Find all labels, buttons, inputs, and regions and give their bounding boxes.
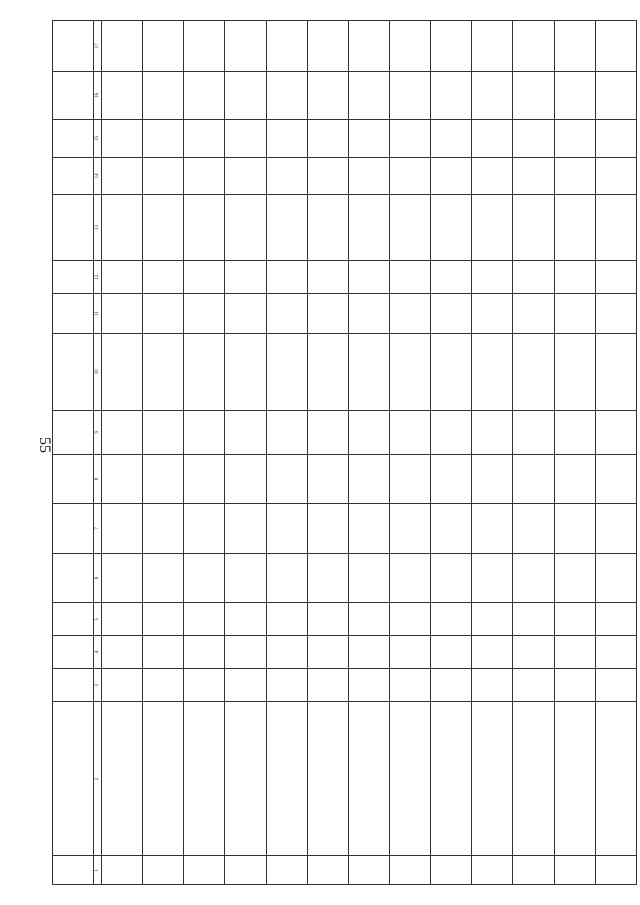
table-cell [225,553,266,603]
table-cell [348,157,389,194]
table-cell [389,261,430,294]
table-cell [554,856,595,885]
header-cell [53,21,94,72]
table-cell [184,603,225,636]
table-cell [102,294,143,334]
table-cell [513,504,554,554]
table-cell [307,261,348,294]
table-cell [307,454,348,504]
table-cell [431,261,472,294]
table-cell [184,195,225,261]
table-cell [102,702,143,856]
table-cell [431,120,472,157]
table-cell [143,157,184,194]
table-cell [431,71,472,119]
column-number-row [94,21,102,885]
table-cell [102,261,143,294]
table-cell [225,157,266,194]
table-cell [266,71,307,119]
table-cell [472,120,513,157]
table-cell [307,410,348,454]
table-cell [595,504,636,554]
table-cell [431,333,472,410]
header-cell [53,195,94,261]
table-cell [307,333,348,410]
header-cell [53,553,94,603]
table-cell [554,669,595,702]
table-cell [225,333,266,410]
table-cell [431,603,472,636]
table-cell [431,157,472,194]
table-cell [102,636,143,669]
table-cell [472,410,513,454]
table-cell [102,603,143,636]
column-number: 3 [94,669,102,702]
table-row [348,21,389,885]
table-cell [143,636,184,669]
table-cell [348,410,389,454]
table-cell [307,504,348,554]
header-cell [53,120,94,157]
table-cell [472,261,513,294]
table-cell [307,636,348,669]
table-cell [348,454,389,504]
header-cell [53,71,94,119]
table-cell [348,603,389,636]
table-cell [554,702,595,856]
table-cell [595,21,636,72]
table-row [143,21,184,885]
table-cell [554,603,595,636]
header-cell [53,454,94,504]
header-cell [53,636,94,669]
table-cell [513,410,554,454]
table-cell [389,553,430,603]
table-cell [184,636,225,669]
table-cell [595,71,636,119]
table-cell [266,669,307,702]
table-cell [431,21,472,72]
table-cell [266,261,307,294]
table-cell [431,294,472,334]
table-cell [554,454,595,504]
table-cell [307,120,348,157]
table-cell [143,669,184,702]
table-cell [595,195,636,261]
column-number: 10 [94,333,102,410]
column-number: 13 [94,195,102,261]
table-cell [595,856,636,885]
table-row [554,21,595,885]
table-cell [431,454,472,504]
register-table [52,20,637,885]
table-cell [431,553,472,603]
table-cell [102,195,143,261]
table-cell [184,553,225,603]
table-cell [307,157,348,194]
table-cell [348,636,389,669]
table-cell [472,21,513,72]
table-cell [184,702,225,856]
column-number: 4 [94,636,102,669]
header-cell [53,603,94,636]
table-cell [554,195,595,261]
table-cell [225,504,266,554]
table-row [307,21,348,885]
table-cell [102,410,143,454]
table-cell [554,21,595,72]
register-sheet [52,20,637,885]
table-cell [143,333,184,410]
table-cell [184,333,225,410]
table-cell [225,195,266,261]
table-cell [389,195,430,261]
column-number: 17 [94,21,102,72]
table-cell [554,410,595,454]
table-cell [554,157,595,194]
table-cell [431,504,472,554]
table-cell [595,636,636,669]
table-cell [595,669,636,702]
page-number: 55 [36,437,53,453]
table-cell [389,603,430,636]
table-cell [307,21,348,72]
table-cell [266,120,307,157]
column-number: 15 [94,120,102,157]
table-cell [102,553,143,603]
table-row [472,21,513,885]
table-cell [143,702,184,856]
table-cell [266,333,307,410]
table-cell [595,603,636,636]
header-cell [53,669,94,702]
table-cell [554,294,595,334]
table-cell [472,195,513,261]
table-cell [102,669,143,702]
table-cell [595,120,636,157]
table-cell [389,157,430,194]
table-cell [348,702,389,856]
table-cell [225,702,266,856]
table-cell [472,333,513,410]
table-cell [513,669,554,702]
table-cell [472,71,513,119]
column-number: 6 [94,553,102,603]
header-cell [53,157,94,194]
table-cell [554,333,595,410]
table-cell [389,454,430,504]
table-cell [143,553,184,603]
table-cell [513,21,554,72]
table-row [513,21,554,885]
table-cell [307,603,348,636]
table-row [184,21,225,885]
table-cell [595,157,636,194]
table-cell [513,702,554,856]
table-cell [266,856,307,885]
table-cell [595,410,636,454]
table-cell [554,71,595,119]
column-number: 16 [94,71,102,119]
table-cell [143,71,184,119]
table-cell [348,71,389,119]
register-rows [102,21,637,885]
table-row [431,21,472,885]
table-cell [143,603,184,636]
table-cell [389,856,430,885]
table-cell [472,504,513,554]
table-cell [513,636,554,669]
column-number: 11 [94,294,102,334]
header-cell [53,261,94,294]
column-number: 5 [94,603,102,636]
header-cell [53,294,94,334]
column-number: 14 [94,157,102,194]
table-cell [389,120,430,157]
table-row [595,21,636,885]
column-number: 8 [94,454,102,504]
table-cell [184,669,225,702]
table-cell [472,553,513,603]
table-cell [266,195,307,261]
table-cell [389,294,430,334]
table-row [389,21,430,885]
table-cell [102,504,143,554]
table-cell [513,195,554,261]
table-cell [513,294,554,334]
table-cell [595,294,636,334]
table-cell [348,294,389,334]
table-cell [184,856,225,885]
table-cell [143,261,184,294]
table-cell [389,504,430,554]
table-cell [225,856,266,885]
table-row [266,21,307,885]
table-cell [431,702,472,856]
table-cell [143,21,184,72]
table-cell [143,856,184,885]
table-cell [348,120,389,157]
table-cell [431,636,472,669]
table-cell [431,669,472,702]
table-cell [389,669,430,702]
table-cell [431,195,472,261]
table-cell [266,504,307,554]
table-cell [143,410,184,454]
table-cell [389,333,430,410]
table-cell [431,856,472,885]
table-cell [225,410,266,454]
table-cell [143,454,184,504]
table-cell [266,157,307,194]
table-cell [266,454,307,504]
table-cell [389,410,430,454]
table-cell [266,553,307,603]
table-cell [225,21,266,72]
table-cell [184,504,225,554]
table-cell [307,553,348,603]
table-cell [595,702,636,856]
table-cell [225,669,266,702]
table-cell [595,454,636,504]
table-cell [554,636,595,669]
table-cell [225,261,266,294]
column-number: 1 [94,856,102,885]
table-cell [102,333,143,410]
table-cell [225,603,266,636]
column-number: 9 [94,410,102,454]
table-cell [102,856,143,885]
table-cell [225,294,266,334]
table-cell [472,454,513,504]
table-cell [266,21,307,72]
table-cell [184,410,225,454]
table-row [102,21,143,885]
table-cell [266,410,307,454]
table-cell [225,71,266,119]
table-cell [266,603,307,636]
table-cell [348,553,389,603]
table-cell [225,454,266,504]
table-cell [472,856,513,885]
header-cell [53,410,94,454]
table-cell [431,410,472,454]
table-cell [307,294,348,334]
header-cell [53,856,94,885]
table-cell [513,120,554,157]
table-cell [348,195,389,261]
table-cell [143,195,184,261]
table-cell [184,261,225,294]
table-cell [595,261,636,294]
header-cell [53,702,94,856]
table-cell [102,21,143,72]
table-cell [513,261,554,294]
header-cell [53,333,94,410]
table-cell [513,553,554,603]
table-cell [348,21,389,72]
table-cell [307,195,348,261]
table-cell [348,261,389,294]
header-cell [53,504,94,554]
table-cell [102,157,143,194]
table-cell [102,120,143,157]
table-cell [184,21,225,72]
table-cell [225,636,266,669]
table-cell [595,553,636,603]
table-cell [513,454,554,504]
column-number: 2 [94,702,102,856]
table-cell [554,553,595,603]
table-cell [266,636,307,669]
table-cell [307,856,348,885]
table-cell [389,21,430,72]
table-cell [472,294,513,334]
table-cell [389,702,430,856]
table-cell [102,454,143,504]
table-cell [184,120,225,157]
table-cell [307,702,348,856]
table-cell [307,669,348,702]
table-cell [307,71,348,119]
table-cell [513,603,554,636]
table-cell [184,157,225,194]
table-cell [472,669,513,702]
column-number: 12 [94,261,102,294]
table-cell [389,636,430,669]
table-cell [595,333,636,410]
table-cell [266,294,307,334]
table-cell [266,702,307,856]
table-cell [184,454,225,504]
table-cell [143,120,184,157]
table-cell [348,856,389,885]
table-cell [513,157,554,194]
table-cell [143,504,184,554]
table-cell [348,669,389,702]
table-row [225,21,266,885]
table-cell [184,71,225,119]
table-cell [554,504,595,554]
header-row [53,21,94,885]
table-cell [554,261,595,294]
table-cell [348,333,389,410]
table-cell [472,157,513,194]
table-cell [554,120,595,157]
table-cell [389,71,430,119]
table-cell [102,71,143,119]
table-cell [143,294,184,334]
table-cell [472,603,513,636]
table-cell [225,120,266,157]
table-cell [513,856,554,885]
table-cell [472,702,513,856]
table-cell [472,636,513,669]
table-cell [513,333,554,410]
table-cell [184,294,225,334]
column-number: 7 [94,504,102,554]
table-cell [513,71,554,119]
table-cell [348,504,389,554]
